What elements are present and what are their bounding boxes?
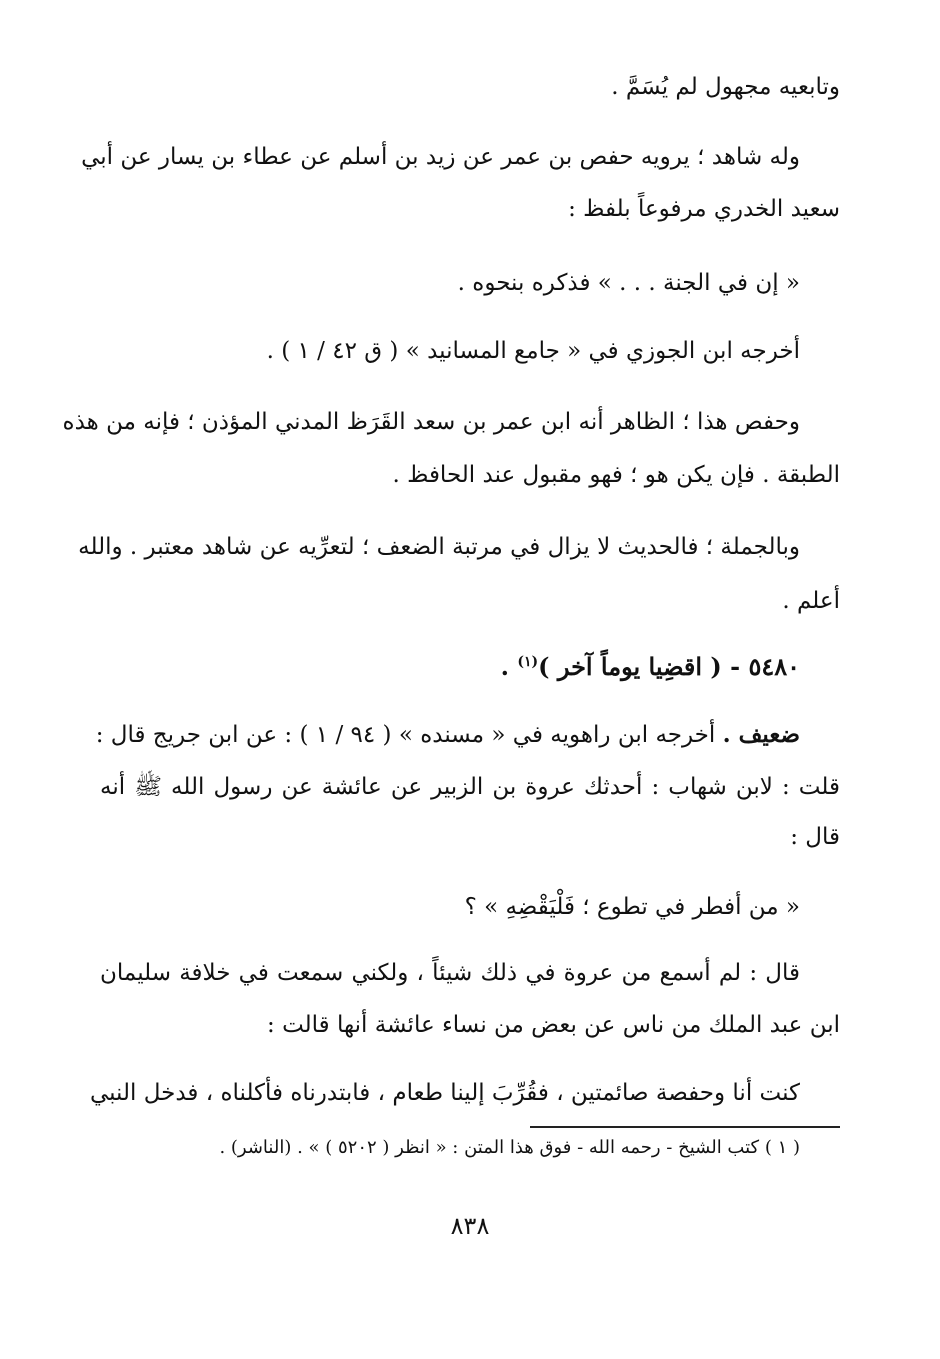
text-line-5: أخرجه ابن الجوزي في « جامع المسانيد » ( ق ٤٢ / ١ ) . <box>266 338 800 364</box>
text-line-17: كنت أنا وحفصة صائمتين ، فقُرِّبَ إلينا طعام ، فابتدرناه فأكلناه ، فدخل النبي <box>89 1080 800 1106</box>
hadith-title: ( اقضِيا يوماً آخر ) <box>538 652 722 681</box>
text-line-3: سعيد الخدري مرفوعاً بلفظ : <box>568 196 840 222</box>
footnote: ( ١ ) كتب الشيخ - رحمه الله - فوق هذا المتن : « انظر ( ٥٢٠٢ ) » . (الناشر) . <box>219 1137 800 1158</box>
text-line-7: الطبقة . فإن يكن هو ؛ فهو مقبول عند الحافظ . <box>392 462 840 488</box>
grading-label: ضعيف . <box>722 721 800 748</box>
hadith-heading <box>501 650 800 684</box>
text-line-11 <box>95 718 800 752</box>
text-line-2: وله شاهد ؛ يرويه حفص بن عمر عن زيد بن أسلم عن عطاء بن يسار عن أبي <box>81 144 800 170</box>
text-line-6: وحفص هذا ؛ الظاهر أنه ابن عمر بن سعد القَرَظ المدني المؤذن ؛ فإنه من هذه <box>62 409 800 435</box>
footnote-divider <box>530 1126 840 1128</box>
heading-period: . <box>500 652 518 681</box>
text-line-8: وبالجملة ؛ فالحديث لا يزال في مرتبة الضعف ؛ لتعرِّيه عن شاهد معتبر . والله <box>78 534 800 560</box>
text-line-4: « إن في الجنة . . . » فذكره بنحوه . <box>457 270 800 296</box>
text-line-12: قلت : لابن شهاب : أحدثك عروة بن الزبير عن عائشة عن رسول الله ﷺ أنه <box>100 774 840 800</box>
text-line-1: وتابعيه مجهول لم يُسَمَّ . <box>611 74 840 100</box>
page-number: ٨٣٨ <box>450 1212 490 1240</box>
text-line-16: ابن عبد الملك من ناس عن بعض من نساء عائشة أنها قالت : <box>267 1012 840 1038</box>
text-line-13: قال : <box>790 824 840 850</box>
text-line-14: « من أفطر في تطوع ؛ فَلْيَقْضِهِ » ؟ <box>464 894 800 920</box>
text-line-9: أعلم . <box>782 588 840 614</box>
text-line-15: قال : لم أسمع من عروة في ذلك شيئاً ، ولكني سمعت في خلافة سليمان <box>100 960 800 986</box>
hadith-number: ٥٤٨٠ - <box>730 652 800 681</box>
footnote-reference: (١) <box>517 654 539 670</box>
text-line-11-rest: أخرجه ابن راهويه في « مسنده » ( ٩٤ / ١ ) : عن ابن جريج قال : <box>95 722 723 748</box>
